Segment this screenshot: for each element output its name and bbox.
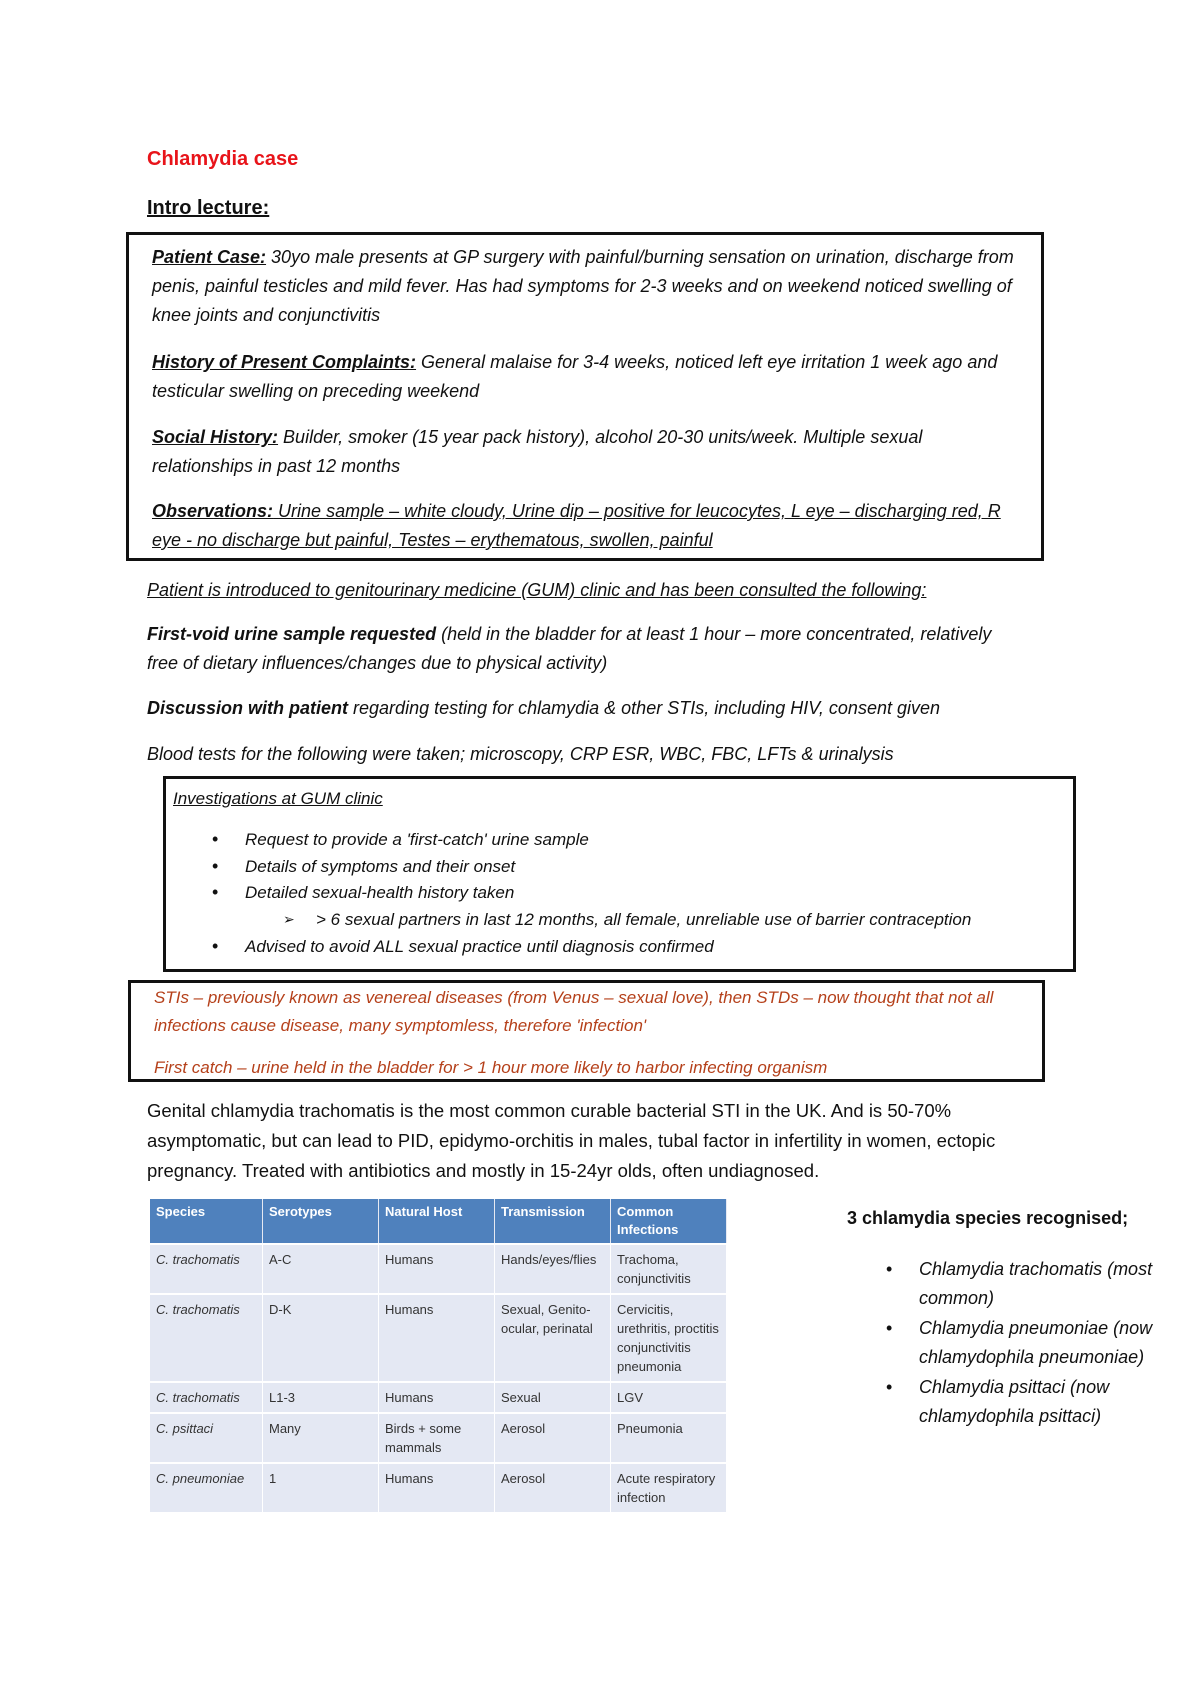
- table-row: [150, 1413, 727, 1463]
- stis-note: STIs – previously known as venereal diseases (from Venus – sexual love), then STDs – now thought that not all infections cause disease, many symptomless, therefore 'infection': [154, 988, 994, 1035]
- discussion-text: regarding testing for chlamydia & other STIs, including HIV, consent given: [348, 698, 941, 718]
- table-cell: 1: [263, 1463, 379, 1512]
- table-cell: C. trachomatis: [150, 1244, 263, 1294]
- table-cell: L1-3: [263, 1382, 379, 1413]
- table-cell: Pneumonia: [611, 1413, 727, 1463]
- social-history-paragraph: [152, 423, 1022, 481]
- investigation-item: • Detailed sexual-health history taken: [212, 882, 515, 902]
- column-header: Serotypes: [263, 1199, 379, 1244]
- investigation-item: • Advised to avoid ALL sexual practice until diagnosis confirmed: [212, 936, 714, 956]
- observations-text: Urine sample – white cloudy, Urine dip – positive for leucocytes, L eye – discharging red, R eye - no discharge but painful, Testes – erythematous, swollen, painful: [152, 501, 1001, 550]
- observations-label: Observations:: [152, 501, 274, 521]
- bullet-icon: •: [886, 1318, 893, 1338]
- table-cell: Acute respiratory infection: [611, 1463, 727, 1512]
- species-list-item: • Chlamydia trachomatis (most common): [886, 1255, 1196, 1313]
- table-row: [150, 1463, 727, 1512]
- bullet-icon: •: [212, 829, 219, 849]
- table-cell: A-C: [263, 1244, 379, 1294]
- species-table: [150, 1199, 727, 1512]
- table-cell: Aerosol: [495, 1413, 611, 1463]
- table-cell: Many: [263, 1413, 379, 1463]
- table-cell: Humans: [379, 1463, 495, 1512]
- arrow-bullet-icon: ➢: [283, 911, 295, 927]
- table-cell: D-K: [263, 1294, 379, 1382]
- table-cell: C. pneumoniae: [150, 1463, 263, 1512]
- table-cell: Cervicitis, urethritis, proctitis conjunctivitis pneumonia: [611, 1294, 727, 1382]
- page-title: Chlamydia case: [147, 148, 299, 170]
- first-void-label: First-void urine sample requested: [147, 624, 437, 644]
- table-row: [150, 1382, 727, 1413]
- history-label: History of Present Complaints:: [152, 352, 417, 372]
- history-text: General malaise for 3-4 weeks, noticed left eye irritation 1 week ago and testicular swelling on preceding weekend: [152, 352, 998, 401]
- column-header: Common Infections: [611, 1199, 727, 1244]
- observations-paragraph: [152, 497, 1022, 555]
- investigation-item: • Request to provide a 'first-catch' urine sample: [212, 829, 589, 849]
- first-void-text: (held in the bladder for at least 1 hour – more concentrated, relatively free of dietary influences/changes due to physical activity): [147, 624, 992, 673]
- social-history-label: Social History:: [152, 427, 279, 447]
- table-cell: C. trachomatis: [150, 1382, 263, 1413]
- table-cell: Trachoma, conjunctivitis: [611, 1244, 727, 1294]
- section-heading-intro: Intro lecture:: [147, 197, 270, 219]
- table-row: [150, 1244, 727, 1294]
- table-cell: Hands/eyes/flies: [495, 1244, 611, 1294]
- bullet-icon: •: [886, 1259, 893, 1279]
- table-header-row: [150, 1199, 727, 1244]
- investigations-heading: Investigations at GUM clinic: [173, 789, 383, 808]
- table-cell: Humans: [379, 1294, 495, 1382]
- discussion-label: Discussion with patient: [147, 698, 349, 718]
- species-list-heading: 3 chlamydia species recognised;: [847, 1208, 1129, 1228]
- table-cell: C. psittaci: [150, 1413, 263, 1463]
- bullet-icon: •: [212, 882, 219, 902]
- species-list-item: • Chlamydia pneumoniae (now chlamydophila pneumoniae): [886, 1314, 1196, 1372]
- bullet-icon: •: [212, 936, 219, 956]
- species-list-item: • Chlamydia psittaci (now chlamydophila psittaci): [886, 1373, 1196, 1431]
- investigation-subitem: ➢ > 6 sexual partners in last 12 months, all female, unreliable use of barrier contraception: [283, 910, 972, 929]
- discussion-paragraph: [147, 694, 1047, 723]
- table-cell: Sexual, Genito-ocular, perinatal: [495, 1294, 611, 1382]
- table-row: [150, 1294, 727, 1382]
- history-paragraph: [152, 348, 1022, 406]
- patient-case-label: Patient Case:: [152, 247, 267, 267]
- table-cell: Humans: [379, 1382, 495, 1413]
- table-cell: Aerosol: [495, 1463, 611, 1512]
- column-header: Natural Host: [379, 1199, 495, 1244]
- table-cell: LGV: [611, 1382, 727, 1413]
- column-header: Species: [150, 1199, 263, 1244]
- bullet-icon: •: [212, 856, 219, 876]
- summary-paragraph: Genital chlamydia trachomatis is the most common curable bacterial STI in the UK. And is 50-70% asymptomatic, but can lead to PID, epidymo-orchitis in males, tubal factor in infertility in women, ectopic pregnancy. Treated with antibiotics and mostly in 15-24yr olds, often undiagnosed.: [147, 1100, 996, 1181]
- first-catch-note: First catch – urine held in the bladder for > 1 hour more likely to harbor infecting organism: [154, 1058, 828, 1077]
- table-cell: C. trachomatis: [150, 1294, 263, 1382]
- first-void-paragraph: [147, 620, 1027, 678]
- gum-intro: Patient is introduced to genitourinary medicine (GUM) clinic and has been consulted the following:: [147, 580, 927, 600]
- table-cell: Humans: [379, 1244, 495, 1294]
- table-cell: Birds + some mammals: [379, 1413, 495, 1463]
- column-header: Transmission: [495, 1199, 611, 1244]
- social-history-text: Builder, smoker (15 year pack history), alcohol 20-30 units/week. Multiple sexual relationships in past 12 months: [152, 427, 923, 476]
- investigation-item: • Details of symptoms and their onset: [212, 856, 516, 876]
- patient-case-text: 30yo male presents at GP surgery with painful/burning sensation on urination, discharge from penis, painful testicles and mild fever. Has had symptoms for 2-3 weeks and on weekend noticed swelling of knee joints and conjunctivitis: [152, 247, 1014, 325]
- table-cell: Sexual: [495, 1382, 611, 1413]
- blood-tests-paragraph: Blood tests for the following were taken; microscopy, CRP ESR, WBC, FBC, LFTs & urinalysis: [147, 744, 894, 764]
- bullet-icon: •: [886, 1377, 893, 1397]
- patient-case-paragraph: [152, 243, 1022, 330]
